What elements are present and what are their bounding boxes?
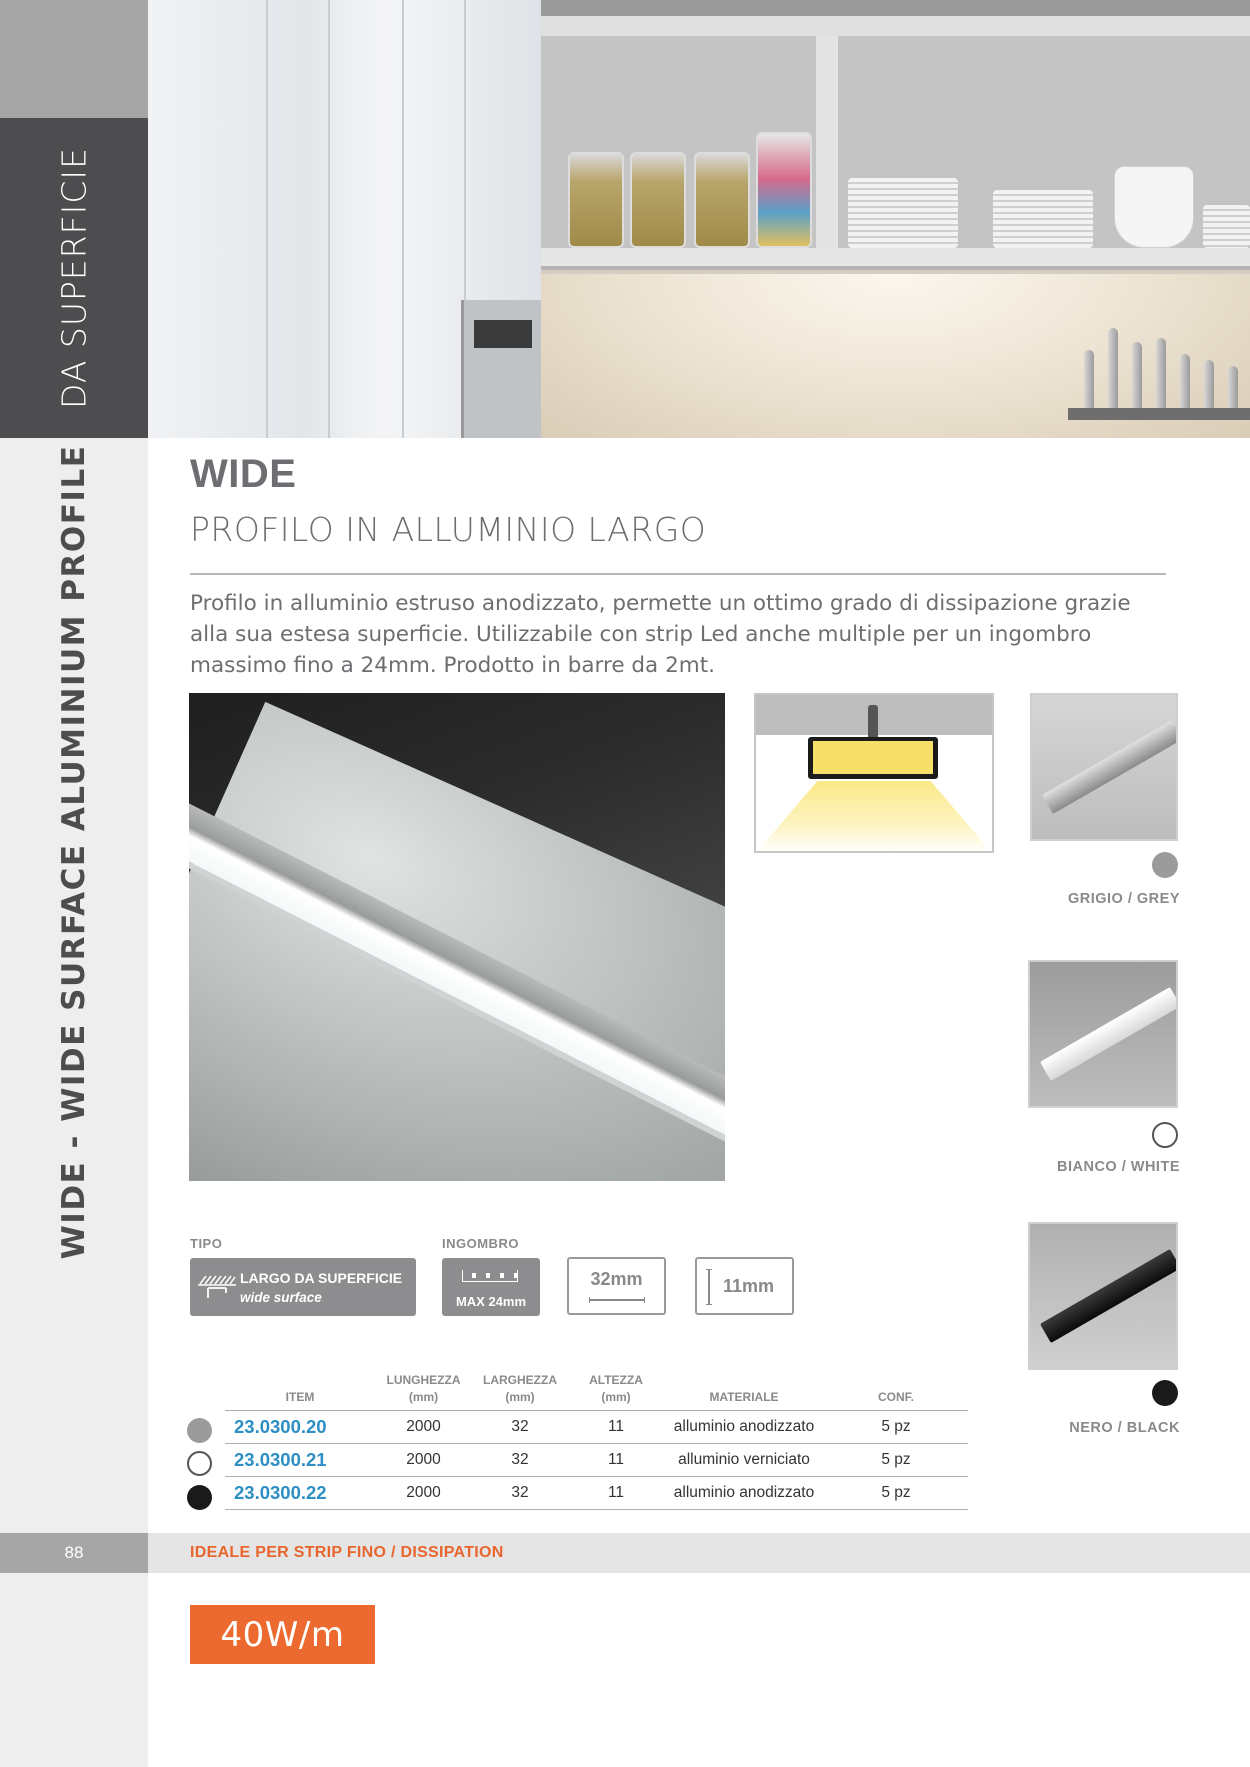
variant-white-swatch: [1152, 1122, 1178, 1148]
col-lunghezza: LUNGHEZZA (mm): [375, 1372, 472, 1411]
altezza-cell: 11: [568, 1411, 664, 1444]
rail-top-block: [0, 0, 148, 118]
lunghezza-cell: 2000: [375, 1411, 472, 1444]
conf-cell: 5 pz: [824, 1477, 968, 1510]
larghezza-cell: 32: [472, 1444, 568, 1477]
lunghezza-cell: 2000: [375, 1477, 472, 1510]
item-code: 23.0300.20: [225, 1411, 375, 1444]
table-row: [225, 1411, 968, 1444]
title-divider: [190, 573, 1166, 575]
variant-white-label: BIANCO / WHITE: [1057, 1159, 1180, 1175]
materiale-cell: alluminio anodizzato: [664, 1411, 824, 1444]
power-badge: 40W/m: [190, 1605, 375, 1664]
altezza-cell: 11: [568, 1444, 664, 1477]
col-materiale: MATERIALE: [664, 1372, 824, 1411]
footer-band: [148, 1533, 1250, 1573]
materiale-cell: alluminio verniciato: [664, 1444, 824, 1477]
variant-grey-thumbnail: [1030, 693, 1178, 841]
row-color-dot-black: [187, 1485, 212, 1510]
footer-note: IDEALE PER STRIP FINO / DISSIPATION: [190, 1544, 504, 1561]
larghezza-cell: 32: [472, 1477, 568, 1510]
col-conf: CONF.: [824, 1372, 968, 1411]
product-title: WIDE: [190, 452, 297, 496]
ingombro-value: MAX 24mm: [455, 1294, 527, 1309]
tipo-heading: TIPO: [190, 1236, 223, 1251]
height-arrow-icon: [706, 1269, 712, 1305]
col-larghezza: LARGHEZZA (mm): [472, 1372, 568, 1411]
item-code: 23.0300.22: [225, 1477, 375, 1510]
cross-section-diagram: [754, 693, 994, 853]
tipo-value: LARGO DA SUPERFICIE: [240, 1270, 403, 1286]
product-table: [225, 1372, 968, 1510]
larghezza-cell: 32: [472, 1411, 568, 1444]
tipo-badge: [190, 1258, 416, 1316]
height-value: 11mm: [723, 1276, 775, 1296]
table-row: [225, 1444, 968, 1477]
product-subtitle: PROFILO IN ALLUMINIO LARGO: [190, 510, 707, 549]
variant-grey-swatch: [1152, 852, 1178, 878]
tipo-value-en: wide surface: [240, 1290, 322, 1305]
conf-cell: 5 pz: [824, 1444, 968, 1477]
altezza-cell: 11: [568, 1477, 664, 1510]
ingombro-heading: INGOMBRO: [442, 1236, 519, 1251]
product-line-label: WIDE - WIDE SURFACE ALUMINIUM PROFILE: [56, 444, 92, 1260]
variant-white-thumbnail: [1028, 960, 1178, 1108]
conf-cell: 5 pz: [824, 1411, 968, 1444]
row-color-dot-white: [187, 1451, 212, 1476]
lunghezza-cell: 2000: [375, 1444, 472, 1477]
width-badge: [567, 1257, 666, 1315]
knife-rack-image: [1068, 322, 1250, 432]
ingombro-badge: [442, 1258, 540, 1316]
col-item: ITEM: [225, 1372, 375, 1411]
product-description: Profilo in alluminio estruso anodizzato, permette un ottimo grado di dissipazione grazie alla sua estesa superficie. Utilizzabile con strip Led anche multiple per un ingombro massimo fino a 24mm. Prodotto in barre da 2mt.: [190, 591, 1131, 678]
variant-black-thumbnail: [1028, 1222, 1178, 1370]
product-photo: [189, 693, 725, 1181]
category-label: DA SUPERFICIE: [54, 146, 94, 410]
item-code: 23.0300.21: [225, 1444, 375, 1477]
oven-image: [461, 300, 541, 438]
variant-black-label: NERO / BLACK: [1069, 1420, 1180, 1436]
col-altezza: ALTEZZA (mm): [568, 1372, 664, 1411]
width-value: 32mm: [590, 1269, 643, 1289]
led-strip-icon: [462, 1270, 518, 1282]
height-badge: [695, 1257, 794, 1315]
hero-kitchen-image: [148, 0, 1250, 438]
table-row: [225, 1477, 968, 1510]
materiale-cell: alluminio anodizzato: [664, 1477, 824, 1510]
row-color-dot-grey: [187, 1418, 212, 1443]
table-header-row: [225, 1372, 968, 1411]
variant-black-swatch: [1152, 1380, 1178, 1406]
width-arrow-icon: [589, 1297, 645, 1303]
variant-grey-label: GRIGIO / GREY: [1067, 891, 1180, 907]
page-number: 88: [0, 1533, 148, 1573]
surface-mount-icon: [198, 1274, 236, 1302]
